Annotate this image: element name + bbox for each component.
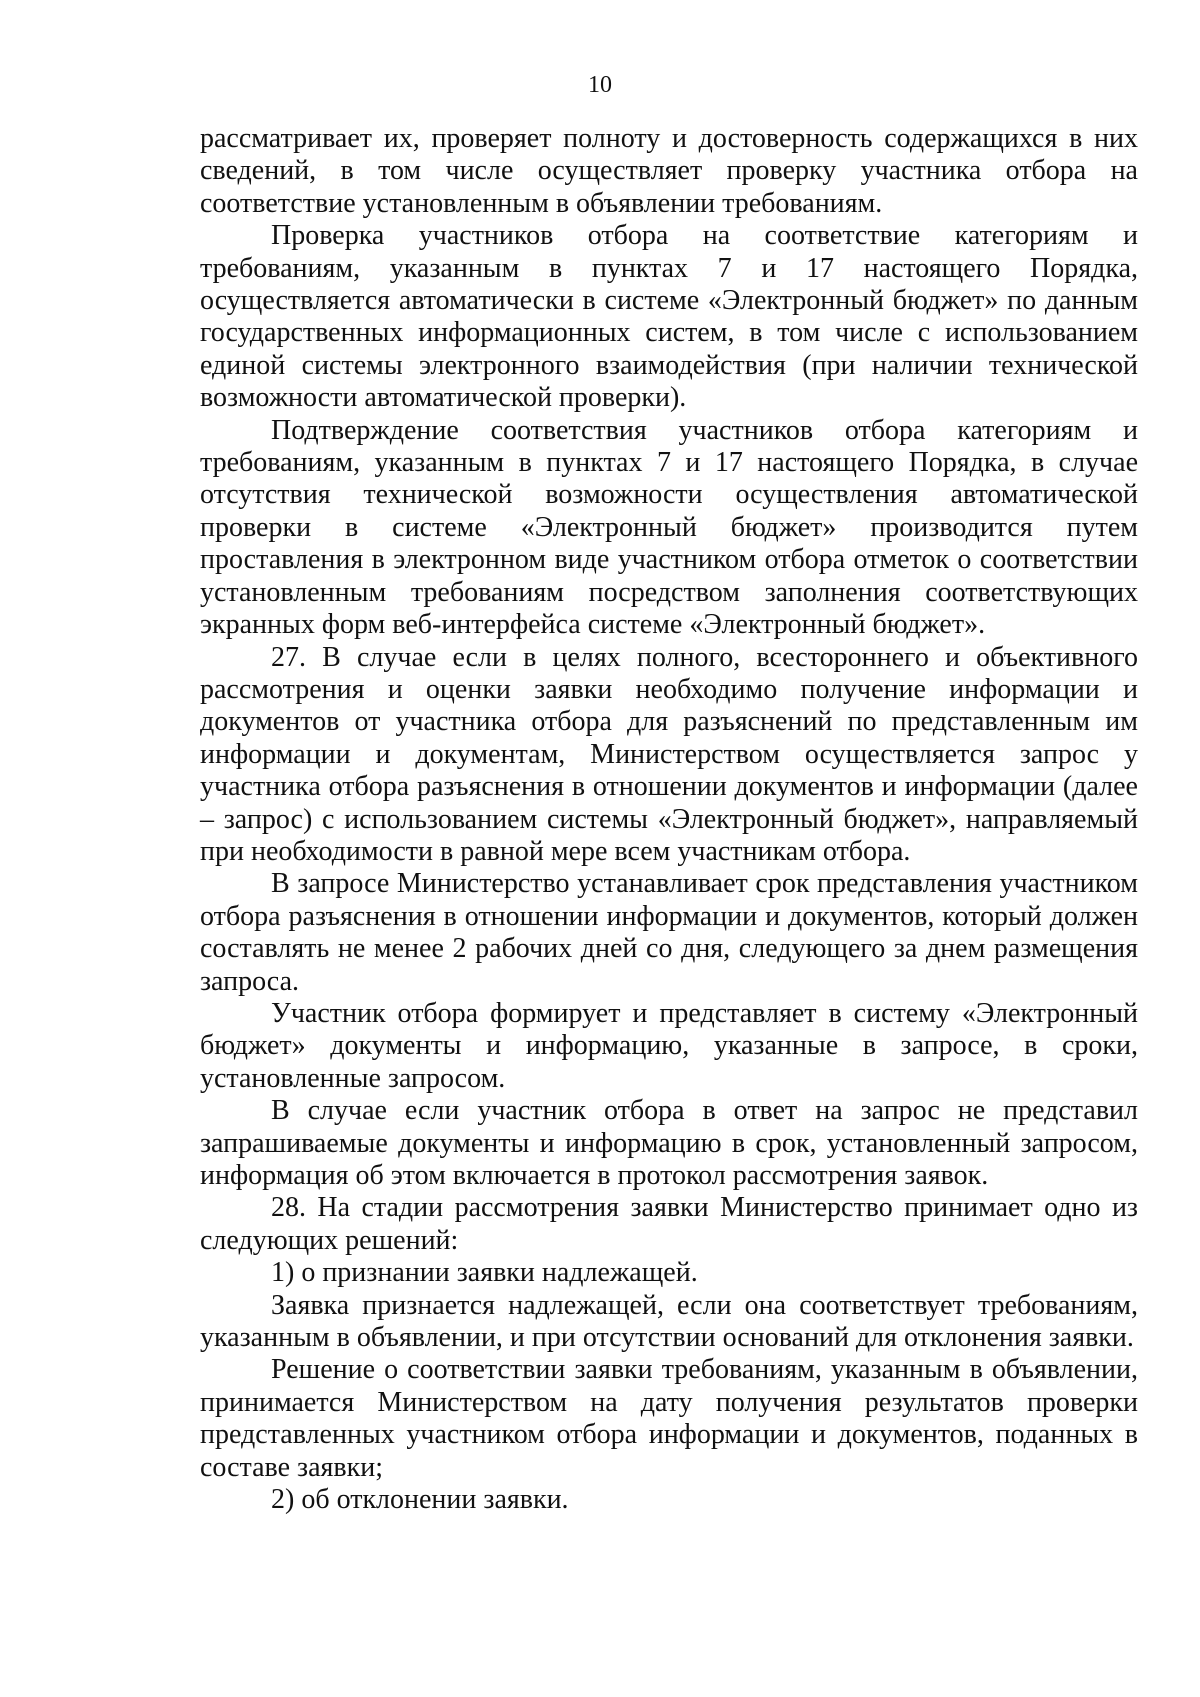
paragraph-request-deadline: В запросе Министерство устанавливает срок представления участником отбора разъяснения в отношении информации и документов, который должен составлять не менее 2 рабочих дней со дня, следующего за днем размещения запроса. — [200, 868, 1138, 997]
paragraph-no-response: В случае если участник отбора в ответ на запрос не представил запрашиваемые документы и информацию в срок, установленный запросом, информация об этом включается в протокол рассмотрения заявок. — [200, 1095, 1138, 1191]
document-body — [200, 123, 1138, 1516]
paragraph-confirmation: Подтверждение соответствия участников отбора категориям и требованиям, указанным в пунктах 7 и 17 настоящего Порядка, в случае отсутствия технической возможности осуществления автоматической проверки в системе «Электронный бюджет» производится путем проставления в электронном виде участником отбора отметок о соответствии установленным требованиям посредством заполнения соответствующих экранных форм веб-интерфейса системе «Электронный бюджет». — [200, 414, 1138, 641]
paragraph-decision-date: Решение о соответствии заявки требованиям, указанным в объявлении, принимается Министерством на дату получения результатов проверки представленных участником отбора информации и документов, поданных в составе заявки; — [200, 1354, 1138, 1483]
paragraph-automatic-check: Проверка участников отбора на соответствие категориям и требованиям, указанным в пунктах 7 и 17 настоящего Порядка, осуществляется автоматически в системе «Электронный бюджет» по данным государственных информационных систем, в том числе с использованием единой системы электронного взаимодействия (при наличии технической возможности автоматической проверки). — [200, 220, 1138, 414]
paragraph-clause-27: 27. В случае если в целях полного, всестороннего и объективного рассмотрения и оценки заявки необходимо получение информации и документов от участника отбора для разъяснений по представленным им информации и документам, Министерством осуществляется запрос у участника отбора разъяснения в отношении документов и информации (далее – запрос) с использованием системы «Электронный бюджет», направляемый при необходимости в равной мере всем участникам отбора. — [200, 641, 1138, 867]
list-item-1: 1) о признании заявки надлежащей. — [271, 1257, 698, 1289]
paragraph-participant-response: Участник отбора формирует и представляет в систему «Электронный бюджет» документы и информацию, указанные в запросе, в сроки, установленные запросом. — [200, 997, 1138, 1094]
paragraph-continuation: рассматривает их, проверяет полноту и достоверность содержащихся в них сведений, в том числе осуществляет проверку участника отбора на соответствие установленным в объявлении требованиям. — [200, 123, 1138, 219]
page-number: 10 — [588, 72, 612, 98]
list-item-2: 2) об отклонении заявки. — [271, 1484, 569, 1516]
paragraph-proper-application: Заявка признается надлежащей, если она соответствует требованиям, указанным в объявлении, и при отсутствии оснований для отклонения заявки. — [200, 1289, 1138, 1354]
paragraph-clause-28: 28. На стадии рассмотрения заявки Министерство принимает одно из следующих решений: — [200, 1192, 1138, 1256]
